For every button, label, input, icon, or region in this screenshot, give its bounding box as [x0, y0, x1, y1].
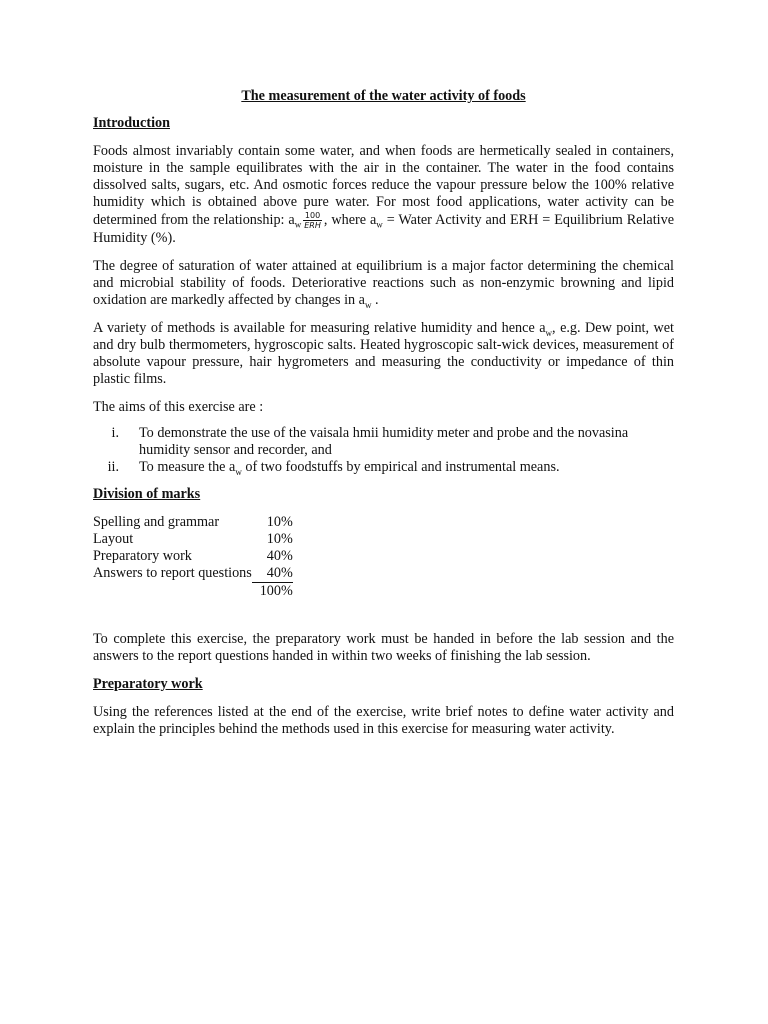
aims-intro: The aims of this exercise are : — [93, 399, 264, 415]
marks-total: 100% — [252, 583, 293, 601]
fraction-numerator: 100 — [304, 211, 321, 220]
aw-subscript: w — [235, 466, 242, 477]
fraction-denominator: ERH — [304, 221, 321, 230]
marks-row — [93, 565, 293, 583]
water-activity-fraction — [303, 211, 322, 230]
marks-row — [93, 514, 293, 531]
intro-p2-text: The degree of saturation of water attained at equilibrium is a major factor determining the chemical and microbial stability of foods. Deteriorative reactions such as non-enzymic browning and lipid oxidation are markedly affected by changes in a — [93, 258, 674, 308]
intro-p3-end: , e.g. Dew point, wet and dry bulb thermometers, hygroscopic salts. Heated hygroscopic salt-wick devices, measurement of absolute vapour pressure, hair hygrometers and measuring the conductivity or impedance of thin plastic films. — [93, 320, 674, 387]
intro-paragraph-3 — [93, 320, 674, 388]
completion-paragraph: To complete this exercise, the preparatory work must be handed in before the lab session and the answers to the report questions handed in within two weeks of finishing the lab session. — [93, 631, 674, 664]
marks-label: Answers to report questions — [93, 565, 252, 581]
aim-text: To demonstrate the use of the vaisala hmii humidity meter and probe and the novasina humidity sensor and recorder, and — [139, 425, 629, 458]
aim-item — [93, 425, 674, 459]
preparatory-heading: Preparatory work — [93, 676, 203, 692]
marks-label: Spelling and grammar — [93, 514, 220, 530]
marks-value: 40% — [266, 548, 293, 564]
intro-p1-end: = Water Activity and ERH = Equilibrium Relative Humidity (%). — [93, 211, 674, 246]
intro-p3-text: A variety of methods is available for measuring relative humidity and hence a — [93, 320, 546, 336]
intro-p1-text: Foods almost invariably contain some water, and when foods are hermetically sealed in containers, moisture in the sample equilibrates with the air in the container. The water in the food contains dissolved salts, sugars, etc. And osmotic forces reduce the vapour pressure below the 100% relative humidity which is obtained above pure water. For most food applications, water activity can be determined from the relationship: a — [93, 143, 674, 228]
aim-text-end: of two foodstuffs by empirical and instrumental means. — [241, 459, 560, 475]
aw-subscript: w — [376, 219, 383, 230]
marks-table — [93, 514, 293, 600]
aims-list — [93, 425, 674, 476]
marks-row — [93, 531, 293, 548]
preparatory-paragraph: Using the references listed at the end of the exercise, write brief notes to define water activity and explain the principles behind the methods used in this exercise for measuring water activity. — [93, 704, 674, 737]
document-title: The measurement of the water activity of foods — [241, 88, 526, 104]
aw-subscript: w — [545, 327, 553, 338]
aw-subscript: w — [364, 299, 372, 310]
marks-heading: Division of marks — [93, 486, 201, 502]
marks-label: Layout — [93, 531, 134, 547]
aim-number: ii. — [107, 459, 119, 475]
intro-p2-end: . — [371, 292, 379, 308]
marks-value: 10% — [266, 531, 293, 547]
intro-p1-mid: , where a — [323, 211, 377, 228]
marks-label: Preparatory work — [93, 548, 192, 564]
document-body — [93, 88, 674, 738]
intro-paragraph-2 — [93, 258, 674, 309]
marks-value: 10% — [266, 514, 293, 530]
introduction-heading: Introduction — [93, 115, 170, 131]
aim-item — [93, 459, 674, 476]
aim-text-start: To measure the a — [139, 459, 236, 475]
aim-number: i. — [111, 425, 119, 441]
intro-paragraph-1 — [93, 143, 674, 247]
marks-row — [93, 548, 293, 565]
marks-value: 40% — [266, 565, 293, 581]
marks-total-row — [93, 583, 293, 601]
aw-subscript: w — [294, 219, 302, 230]
